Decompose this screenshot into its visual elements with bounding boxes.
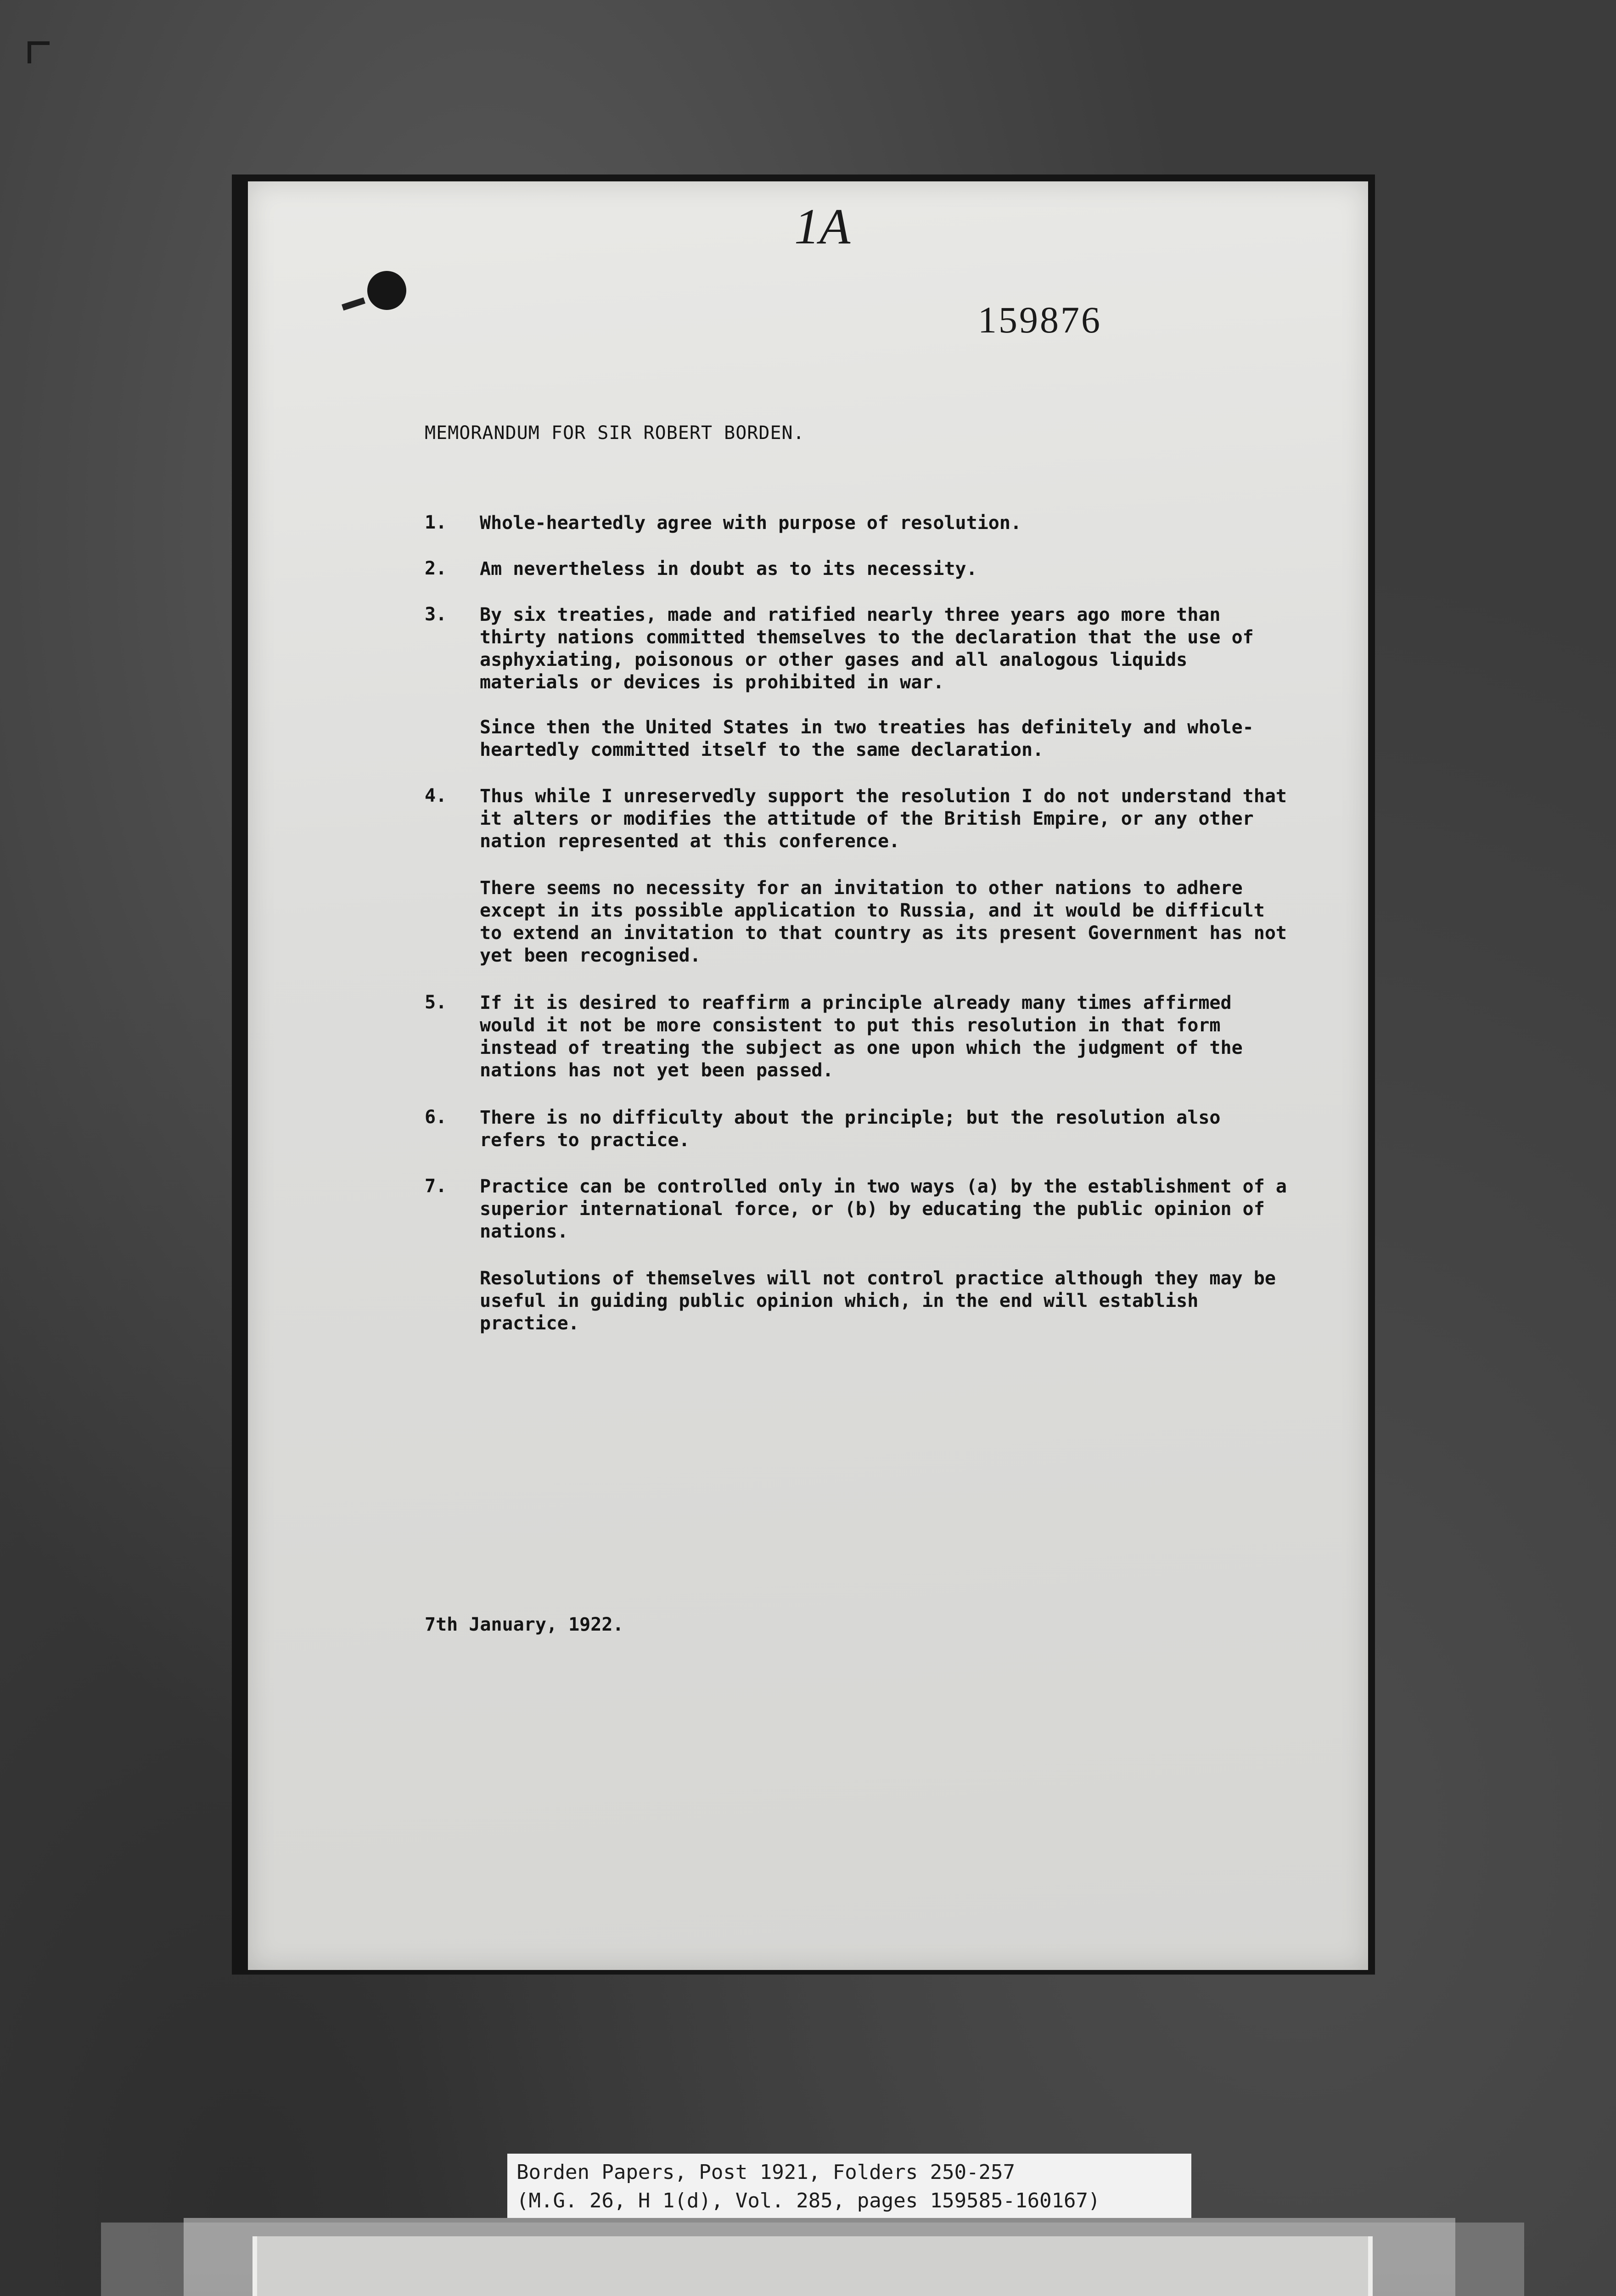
item-paragraph: Thus while I unreservedly support the resolution I do not understand that it alters or modifies the attitude of the British Empire, or any other nation represented at this conference. xyxy=(480,786,1287,852)
item-number: 1. xyxy=(425,512,447,533)
item-number: 5. xyxy=(425,992,447,1013)
item-paragraph: Since then the United States in two treaties has definitely and whole-heartedly committed itself to the same declaration. xyxy=(480,717,1254,760)
frame-corner-mark xyxy=(28,41,50,63)
item-number: 2. xyxy=(425,558,447,579)
memo-heading: MEMORANDUM FOR SIR ROBERT BORDEN. xyxy=(425,422,805,444)
item-paragraph: There seems no necessity for an invitation to other nations to adhere except in its possible application to Russia, and it would be difficult to extend an invitation to that country as its present Government has not yet been recognised. xyxy=(480,878,1287,966)
item-paragraph: Am nevertheless in doubt as to its necessity. xyxy=(480,558,977,580)
item-paragraph: Practice can be controlled only in two ways (a) by the establishment of a superior international force, or (b) by educating the public opinion of nations. xyxy=(480,1176,1287,1242)
item-paragraph: Resolutions of themselves will not control practice although they may be useful in guiding public opinion which, in the end will establish practice. xyxy=(480,1268,1276,1334)
stamp-number: 159876 xyxy=(978,299,1102,341)
item-paragraph: There is no difficulty about the principle; but the resolution also refers to practice. xyxy=(480,1107,1221,1151)
punch-hole xyxy=(367,271,406,310)
item-paragraph: If it is desired to reaffirm a principle already many times affirmed would it not be more consistent to put this resolution in that form instead of treating the subject as one upon which the judgment of the nations has not yet been passed. xyxy=(480,992,1243,1081)
reference-line-2: (M.G. 26, H 1(d), Vol. 285, pages 159585-160167) xyxy=(516,2189,1100,2212)
item-number: 4. xyxy=(425,785,447,806)
placard-tape xyxy=(257,2236,1368,2296)
item-paragraph: Whole-heartedly agree with purpose of resolution. xyxy=(480,512,1022,534)
archive-reference-label xyxy=(507,2154,1191,2218)
item-number: 6. xyxy=(425,1107,447,1128)
item-number: 3. xyxy=(425,604,447,625)
folio-mark: 1A xyxy=(794,198,851,254)
reference-line-1: Borden Papers, Post 1921, Folders 250-257 xyxy=(516,2161,1016,2184)
item-number: 7. xyxy=(425,1176,447,1197)
item-paragraph: By six treaties, made and ratified nearly three years ago more than thirty nations committed themselves to the declaration that the use of asphyxiating, poisonous or other gases and all analogous liquids materials or devices is prohibited in war. xyxy=(480,604,1254,693)
memo-date: 7th January, 1922. xyxy=(425,1614,624,1635)
